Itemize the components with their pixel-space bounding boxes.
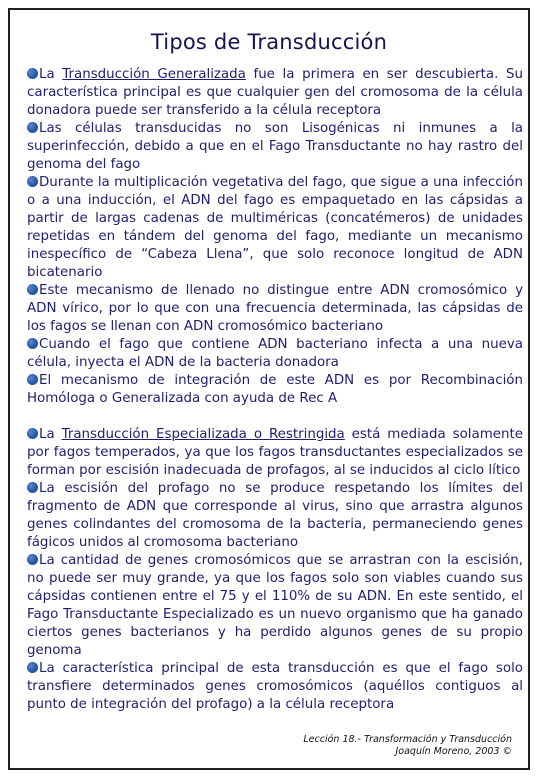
bullet-icon [27,122,38,133]
paragraph-text: Cuando el fago que contiene ADN bacteriano infecta a una nueva célula, inyecta el ADN de la bacteria donadora [27,337,523,370]
content-body [27,66,523,714]
paragraph-text: La escisión del profago no se produce respetando los límites del fragmento de ADN que corresponde al virus, sino que arrastra algunos genes colindantes del cromosoma de la bacteria, permaneciendo genes fágicos unidos al cromosoma bacteriano [27,481,523,550]
paragraph-escision-profago [27,480,523,552]
paragraph-text: La cantidad de genes cromosómicos que se arrastran con la escisión, no puede ser muy grande, ya que los fagos solo son viables cuando sus cápsidas contienen entre el 75 y el 110% de su ADN. En este sentido, el Fago Transductante Especializado es un nuevo organismo que ha ganado ciertos genes bacterianos y ha perdido algunos genes de su propio genoma [27,553,523,658]
bullet-icon [27,554,38,565]
bullet-icon [27,176,38,187]
paragraph-cantidad-genes [27,552,523,660]
bullet-icon [27,68,38,79]
bullet-icon [27,284,38,295]
bullet-icon [27,428,38,439]
paragraph-text: El mecanismo de integración de este ADN es por Recombinación Homóloga o Generalizada con ayuda de Rec A [27,373,523,406]
paragraph-text: Las células transducidas no son Lisogénicas ni inmunes a la superinfección, debido a que en el Fago Transductante no hay rastro del genoma del fago [27,121,523,172]
paragraph-text: La característica principal de esta transducción es que el fago solo transfiere determinados genes cromosómicos (aquéllos contiguos al punto de integración del profago) a la célula receptora [27,661,523,712]
paragraph-generalizada-intro [27,66,523,120]
paragraph-multiplicacion-vegetativa [27,174,523,282]
slide-frame [8,8,530,770]
paragraph-text: Durante la multiplicación vegetativa del fago, que sigue a una infección o a una inducción, el ADN del fago es empaquetado en las cápsidas a partir de largas cadenas de multiméricas (concatémeros) de unidades repetidas en tándem del genoma del fago, mediante un mecanismo inespecífico de “Cabeza Llena”, que solo reconoce longitud de ADN bicatenario [27,175,523,280]
footer-lesson: Lección 18.- Transformación y Transducción [303,734,512,745]
bullet-icon [27,482,38,493]
bullet-icon [27,374,38,385]
paragraph-text: fue la primera en ser descubierta. Su característica principal es que cualquier gen del cromosoma de la célula donadora puede ser transferido a la célula receptora [27,67,523,118]
paragraph-prefix: La [39,67,63,82]
paragraph-lisogenicas [27,120,523,174]
paragraph-mecanismo-llenado [27,282,523,336]
footer-author: Joaquín Moreno, 2003 © [395,746,512,757]
paragraph-text: está mediada solamente por fagos temperados, ya que los fagos transductantes especializados se forman por escisión inadecuada de profagos, al se inducidos al ciclo lítico [27,427,523,478]
paragraph-text: Este mecanismo de llenado no distingue entre ADN cromosómico y ADN vírico, por lo que con una frecuencia determinada, las cápsidas de los fagos se llenan con ADN cromosómico bacteriano [27,283,523,334]
term-transduccion-generalizada: Transducción Generalizada [62,67,246,82]
paragraph-recombinacion [27,372,523,408]
paragraph-infeccion-nueva-celula [27,336,523,372]
paragraph-especializada-intro [27,426,523,480]
paragraph-caracteristica-principal [27,660,523,714]
footer-credit [303,734,512,758]
page-title: Tipos de Transducción [150,30,388,54]
term-transduccion-especializada: Transducción Especializada o Restringida [61,427,345,442]
bullet-icon [27,338,38,349]
bullet-icon [27,662,38,673]
paragraph-prefix: La [39,427,62,442]
